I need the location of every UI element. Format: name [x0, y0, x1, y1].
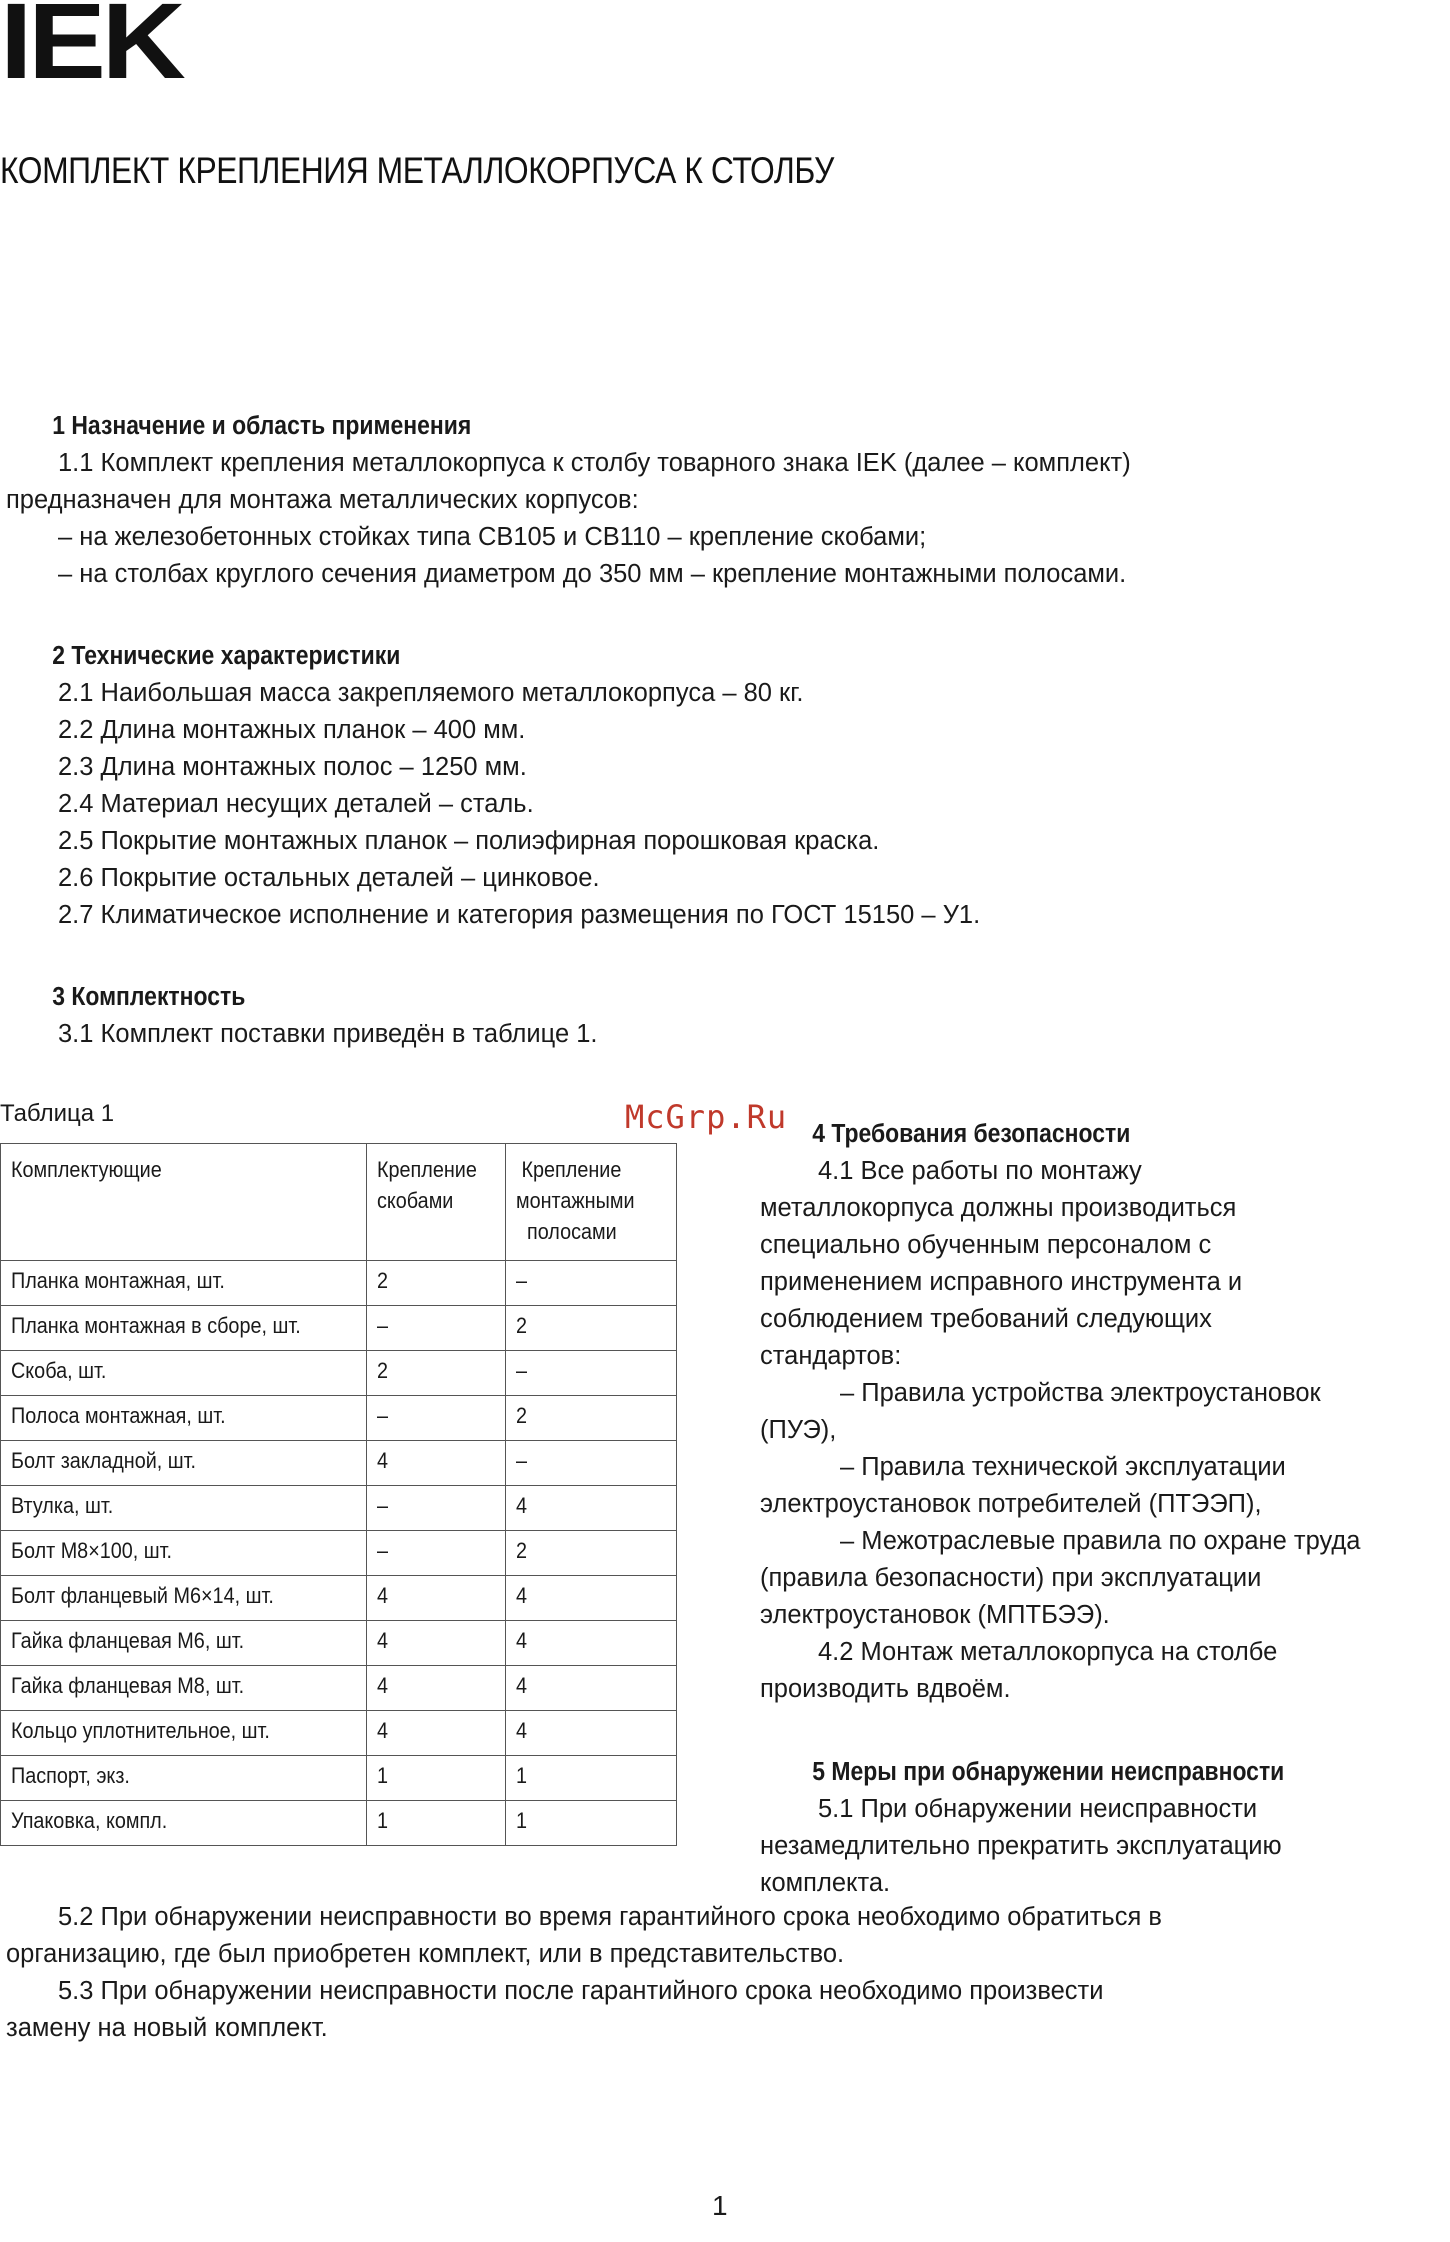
section-4-line: стандартов: [760, 1342, 902, 1370]
table-row [1, 1801, 677, 1846]
table-cell-text: 2 [516, 1538, 528, 1563]
table-cell-text: – [516, 1268, 528, 1293]
table-cell [1, 1396, 367, 1441]
section-4-line: производить вдвоём. [760, 1675, 1011, 1703]
table-cell-text: Скоба, шт. [11, 1358, 107, 1383]
watermark: McGrp.Ru [625, 1098, 788, 1136]
table-cell-text: – [377, 1493, 389, 1518]
table-cell-text: Болт закладной, шт. [11, 1448, 197, 1473]
table-cell-text: Полоса монтажная, шт. [11, 1403, 226, 1428]
table-caption: Таблица 1 [0, 1100, 115, 1127]
table-cell-text: Паспорт, экз. [11, 1763, 130, 1788]
section-4 [760, 1116, 1450, 1708]
table-cell-text: Планка монтажная в сборе, шт. [11, 1313, 301, 1338]
table-cell [1, 1711, 367, 1756]
section-2-line: 2.5 Покрытие монтажных планок – полиэфирная порошковая краска. [58, 827, 880, 855]
table-header-cell [1, 1144, 367, 1261]
table-cell-text: 4 [377, 1583, 389, 1608]
header-line: Крепление [377, 1157, 477, 1182]
table-cell [367, 1666, 506, 1711]
table-cell [367, 1306, 506, 1351]
section-4-line: – Правила технической эксплуатации [840, 1453, 1286, 1481]
section-3 [0, 979, 1450, 1053]
table-cell-text: 1 [377, 1808, 389, 1833]
section-2-line: 2.4 Материал несущих деталей – сталь. [58, 790, 534, 818]
table-cell [1, 1756, 367, 1801]
table-cell-text: – [377, 1538, 389, 1563]
table-cell [506, 1396, 677, 1441]
section-4-line: – Межотраслевые правила по охране труда [840, 1527, 1361, 1555]
header-line: Комплектующие [11, 1157, 162, 1182]
section-2-line: 2.7 Климатическое исполнение и категория размещения по ГОСТ 15150 – У1. [58, 901, 981, 929]
table-cell-text: 2 [377, 1358, 389, 1383]
table-cell-text: Гайка фланцевая М6, шт. [11, 1628, 245, 1653]
table-cell [1, 1801, 367, 1846]
section-5-line: 5.2 При обнаружении неисправности во время гарантийного срока необходимо обратиться в [58, 1903, 1162, 1931]
table-cell [367, 1351, 506, 1396]
section-1-line: 1.1 Комплект крепления металлокорпуса к столбу товарного знака IEK (далее – комплект) [58, 449, 1131, 477]
table-row [1, 1621, 677, 1666]
section-4-line: специально обученным персоналом с [760, 1231, 1212, 1259]
table-cell-text: Гайка фланцевая М8, шт. [11, 1673, 245, 1698]
table-cell-text: – [516, 1448, 528, 1473]
header-line: полосами [516, 1219, 617, 1244]
table-cell-text: Болт М8×100, шт. [11, 1538, 173, 1563]
table-cell [1, 1351, 367, 1396]
section-5-line: 5.3 При обнаружении неисправности после гарантийного срока необходимо произвести [58, 1977, 1104, 2005]
section-1-line: – на столбах круглого сечения диаметром до 350 мм – крепление монтажными полосами. [58, 560, 1127, 588]
table-cell-text: Кольцо уплотнительное, шт. [11, 1718, 270, 1743]
section-5-line: комплекта. [760, 1869, 891, 1897]
table-row [1, 1396, 677, 1441]
section-1-line: – на железобетонных стойках типа СВ105 и СВ110 – крепление скобами; [58, 523, 927, 551]
table-cell-text: 4 [377, 1448, 389, 1473]
table-cell-text: 4 [516, 1628, 528, 1653]
section-2-heading: 2 Технические характеристики [52, 642, 401, 670]
table-cell-text: 4 [516, 1493, 528, 1518]
table-cell [1, 1486, 367, 1531]
table-cell [506, 1756, 677, 1801]
section-4-line: электроустановок (МПТБЭЭ). [760, 1601, 1110, 1629]
section-3-heading: 3 Комплектность [52, 983, 246, 1011]
table-cell-text: 4 [516, 1583, 528, 1608]
section-4-line: металлокорпуса должны производиться [760, 1194, 1237, 1222]
section-4-line: – Правила устройства электроустановок [840, 1379, 1321, 1407]
section-2-line: 2.6 Покрытие остальных деталей – цинковое. [58, 864, 600, 892]
table-cell [1, 1306, 367, 1351]
section-1 [0, 408, 1450, 593]
table-cell [506, 1666, 677, 1711]
table-cell [506, 1621, 677, 1666]
section-4-line: электроустановок потребителей (ПТЭЭП), [760, 1490, 1262, 1518]
table-header-row [1, 1144, 677, 1261]
table-cell [367, 1261, 506, 1306]
section-4-line: 4.2 Монтаж металлокорпуса на столбе [818, 1638, 1278, 1666]
table-cell [506, 1531, 677, 1576]
table-cell [1, 1531, 367, 1576]
section-5-line: незамедлительно прекратить эксплуатацию [760, 1832, 1282, 1860]
table-cell-text: 1 [377, 1763, 389, 1788]
table-cell [506, 1351, 677, 1396]
table-header-cell [506, 1144, 677, 1261]
document-title: КОМПЛЕКТ КРЕПЛЕНИЯ МЕТАЛЛОКОРПУСА К СТОЛБУ [0, 150, 834, 191]
table-cell-text: – [377, 1313, 389, 1338]
section-4-line: (ПУЭ), [760, 1416, 837, 1444]
table-cell [506, 1486, 677, 1531]
table-cell [1, 1261, 367, 1306]
table-cell [506, 1261, 677, 1306]
table-cell-text: 4 [516, 1673, 528, 1698]
table-cell-text: 1 [516, 1763, 528, 1788]
table-cell [367, 1576, 506, 1621]
table-row [1, 1711, 677, 1756]
table-cell [367, 1801, 506, 1846]
iek-logo: IEK [0, 0, 182, 101]
table-cell [367, 1531, 506, 1576]
table-row [1, 1351, 677, 1396]
table-cell [506, 1801, 677, 1846]
table-cell [1, 1666, 367, 1711]
section-5-line: замену на новый комплект. [6, 2014, 328, 2042]
section-5-heading: 5 Меры при обнаружении неисправности [812, 1758, 1285, 1786]
table-header-cell [367, 1144, 506, 1261]
section-4-line: (правила безопасности) при эксплуатации [760, 1564, 1262, 1592]
table-cell [1, 1441, 367, 1486]
table-row [1, 1756, 677, 1801]
section-5-line: 5.1 При обнаружении неисправности [818, 1795, 1258, 1823]
section-5-line: организацию, где был приобретен комплект, или в представительство. [6, 1940, 845, 1968]
table-cell-text: Втулка, шт. [11, 1493, 114, 1518]
table-cell-text: – [377, 1403, 389, 1428]
header-line: монтажными [516, 1188, 635, 1213]
table-cell [367, 1486, 506, 1531]
table-row [1, 1441, 677, 1486]
page-number: 1 [712, 2190, 728, 2221]
table-cell-text: 4 [377, 1628, 389, 1653]
section-3-line: 3.1 Комплект поставки приведён в таблице 1. [58, 1020, 598, 1048]
table-cell-text: 2 [377, 1268, 389, 1293]
table-cell-text: Упаковка, компл. [11, 1808, 168, 1833]
table-cell [506, 1711, 677, 1756]
table-row [1, 1486, 677, 1531]
table-cell [506, 1306, 677, 1351]
header-line: скобами [377, 1188, 454, 1213]
section-4-line: соблюдением требований следующих [760, 1305, 1212, 1333]
table-cell [506, 1576, 677, 1621]
table-cell-text: 2 [516, 1313, 528, 1338]
table-cell-text: 2 [516, 1403, 528, 1428]
section-2-line: 2.2 Длина монтажных планок – 400 мм. [58, 716, 526, 744]
table-cell [367, 1711, 506, 1756]
table-cell-text: 4 [377, 1718, 389, 1743]
table-cell [367, 1441, 506, 1486]
table-cell [1, 1621, 367, 1666]
section-5-continued [0, 1899, 1450, 2047]
table-cell-text: 1 [516, 1808, 528, 1833]
section-4-line: применением исправного инструмента и [760, 1268, 1243, 1296]
section-2-line: 2.3 Длина монтажных полос – 1250 мм. [58, 753, 527, 781]
section-1-line: предназначен для монтажа металлических корпусов: [6, 486, 639, 514]
table-row [1, 1576, 677, 1621]
section-2 [0, 638, 1450, 934]
table-cell [367, 1621, 506, 1666]
table-row [1, 1261, 677, 1306]
section-5 [760, 1754, 1450, 1902]
section-4-heading: 4 Требования безопасности [812, 1120, 1131, 1148]
table-cell [1, 1576, 367, 1621]
table-cell-text: – [516, 1358, 528, 1383]
table-cell-text: Болт фланцевый М6×14, шт. [11, 1583, 274, 1608]
section-1-heading: 1 Назначение и область применения [52, 412, 472, 440]
table-cell [367, 1756, 506, 1801]
table-cell-text: 4 [516, 1718, 528, 1743]
table-cell-text: Планка монтажная, шт. [11, 1268, 225, 1293]
section-4-line: 4.1 Все работы по монтажу [818, 1157, 1142, 1185]
kit-table [0, 1143, 677, 1846]
header-line: Крепление [516, 1157, 622, 1182]
table-cell-text: 4 [377, 1673, 389, 1698]
table-row [1, 1531, 677, 1576]
table-cell [367, 1396, 506, 1441]
table-row [1, 1666, 677, 1711]
table-cell [506, 1441, 677, 1486]
table-row [1, 1306, 677, 1351]
section-2-line: 2.1 Наибольшая масса закрепляемого металлокорпуса – 80 кг. [58, 679, 804, 707]
